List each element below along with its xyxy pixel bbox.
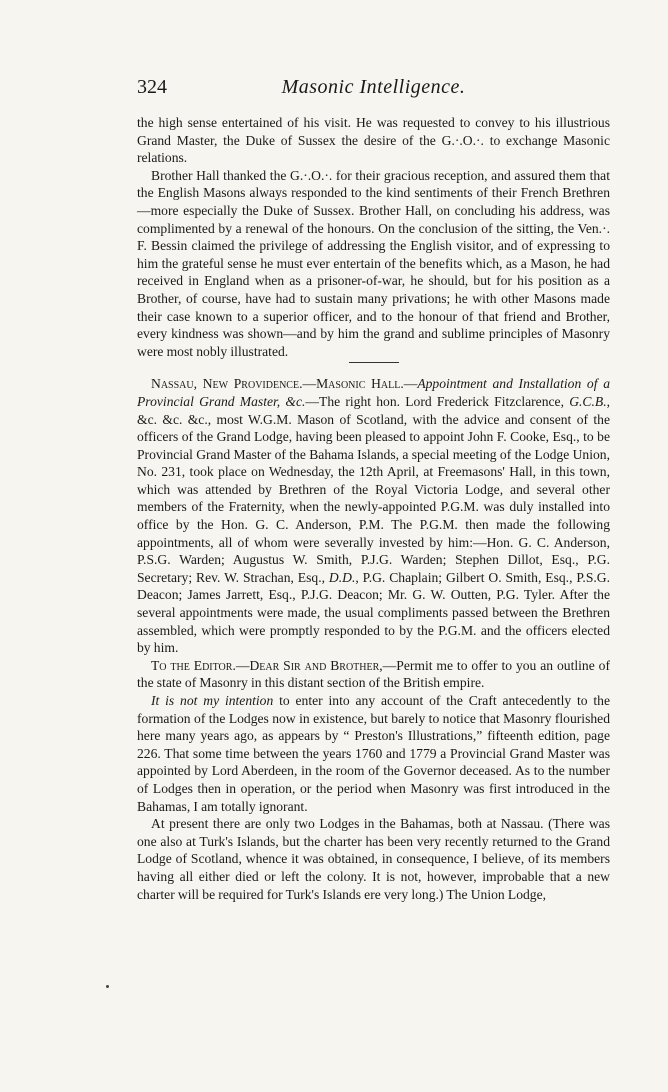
letter-text: —Permit me to offer to you an outline of the state of Masonry in this distant section of the British empire. [137,657,610,691]
section-divider [349,362,399,363]
nassau-heading: Nassau, New Providence.—Masonic Hall.— [151,376,418,392]
page-number: 324 [137,76,167,98]
body-text [137,114,610,903]
nassau-text-a: —The right hon. Lord Frederick Fitzclarence, [305,393,570,409]
nassau-text-b: , &c. &c. &c., most W.G.M. Mason of Scotland, with the advice and consent of the officers of the Grand Lodge, having been pleased to appoint John F. Cooke, Esq., to be Provincial Grand Master of the Bahama Islands, a special meeting of the Lodge Union, No. 231, took place on Wednesday, the 12th April, at Freemasons' Hall, in this town, which was attended by Brethren of the Royal Victoria Lodge, and several other members of the Fraternity, when the newly-appointed P.G.M. was duly installed into office by the Hon. G. C. Anderson, P.M. The P.G.M. then made the following appointments, all of whom were severally invested by him:—Hon. G. C. Anderson, P.S.G. Warden; Augustus W. Smith, P.J.G. Warden; Stephen Dillot, Esq., P.G. Secretary; Rev. W. Strachan, Esq., [137,393,610,585]
margin-mark [106,985,109,988]
paragraph-present-lodges: At present there are only two Lodges in the Bahamas, both at Nassau. (There was one also at Turk's Islands, but the charter has been very recently returned to the Grand Lodge of Scotland, whence it was obtained, in consequence, I believe, of its members having all either died or left the colony. It is not, however, improbable that a new charter will be required for Turk's Islands ere very long.) The Union Lodge, [137,816,610,902]
nassau-title-a: G.C.B. [569,393,607,409]
nassau-subheading: Appointment and Installation of a Provincial Grand Master, &c. [137,376,610,409]
paragraph-brother-hall: Brother Hall thanked the G.·.O.·. for their gracious reception, and assured them that the English Masons always responded to the kind sentiments of their French Brethren—more especially the Duke of Sussex. Brother Hall, on concluding his address, was complimented by a renewal of the honours. On the conclusion of the sitting, the Ven.·. F. Bessin claimed the privilege of addressing the English visitor, and of expressing to him the grateful sense he must ever entertain of the benefits which, as a Mason, he had received in England when as a prisoner-of-war, he should, but for his position as a Brother, of course, have had to sustain many privations; he with other Masons made their case known to a superior officer, and to the honour of that friend and Brother, every kindness was shown—and by him the grand and sublime principles of Masonry were most nobly illustrated. [137,167,610,359]
running-head: Masonic Intelligence. [281,76,466,98]
paragraph-continuation: the high sense entertained of his visit. He was requested to convey to his illustrious Grand Master, the Duke of Sussex the desire of the G.·.O.·. to exchange Masonic relations. [137,115,610,166]
nassau-title-b: D.D. [328,569,356,585]
page-header [137,76,610,110]
paragraph-nassau [137,375,610,657]
history-italic-lead: It is not my intention [151,693,274,708]
paragraph-history [137,692,610,815]
paragraph-letter [137,657,610,692]
letter-salutation: To the Editor.—Dear Sir and Brother, [151,657,383,673]
nassau-text-c: , P.G. Chaplain; Gilbert O. Smith, Esq., P.S.G. Deacon; James Jarrett, Esq., P.J.G. Deacon; Mr. G. W. Outten, P.G. Tyler. After the several appointments were made, the usual compliments passed between the Brethren assembled, which were promptly responded to by the P.G.M. and the officers elected by him. [137,569,610,656]
history-text: to enter into any account of the Craft antecedently to the formation of the Lodges now in existence, but barely to notice that Masonry flourished here many years ago, as appears by “ Preston's Illustrations,” fifteenth edition, page 226. That some time between the years 1760 and 1779 a Provincial Grand Master was appointed by Lord Aberdeen, in the room of the Governor deceased. As to the number of Lodges then in operation, or the period when Masonry was first introduced in the Bahamas, I am totally ignorant. [137,693,611,814]
